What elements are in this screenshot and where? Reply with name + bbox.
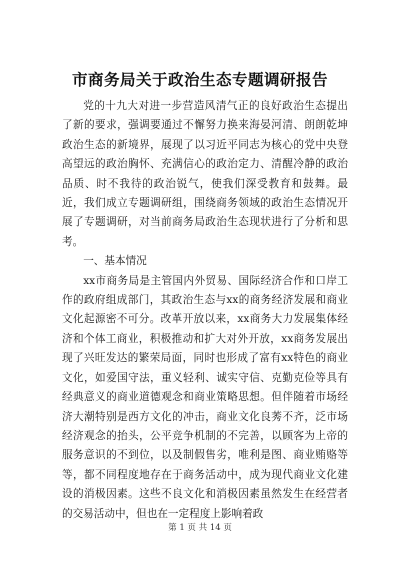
document-title: 市商务局关于政治生态专题调研报告 — [71, 71, 328, 89]
document-body — [62, 97, 348, 524]
intro-paragraph: 党的十九大对进一步营造风清气正的良好政治生态提出了新的要求，强调要通过不懈努力换来海晏河清、朗朗乾坤政治生态的新境界，展现了以习近平同志为核心的党中央登高望远的政治胸怀、充满信心的政治定力、清醒冷静的政治品质、时不我待的政治锐气，使我们深受教育和鼓舞。最近，我们成立专题调研组，围绕商务领域的政治生态情况开展了专题调研，对当前商务局政治生态现状进行了分析和思考。 — [62, 100, 348, 248]
page-number-footer: 第 1 页 共 14 页 — [168, 523, 232, 533]
section-heading: 一、基本情况 — [83, 255, 147, 268]
body-paragraph: xx市商务局是主管国内外贸易、国际经济合作和口岸工作的政府组成部门，其政治生态与xx的商务经济发展和商业文化起源密不可分。改革开放以来，xx商务大力发展集体经济和个体工商业，积极推动和扩大对外开放，xx商务发展出现了兴旺发达的繁荣局面，同时也形成了富有xx特色的商业文化，如爱国守法，重义轻利、诚实守信、克勤克俭等具有经典意义的商业道德观念和商业策略思想。但伴随着市场经济大潮特别是西方文化的冲击，商业文化良莠不齐，泛市场经济观念的抬头，公平竞争机制的不完善，以顾客为上帝的服务意识的不到位，以及制假售劣，唯利是图、商业贿赂等等，都不同程度地存在于商务活动中，成为现代商业文化建设的消极因素。这些不良文化和消极因素虽然发生在经营者的交易活动中，但也在一定程度上影响着政 — [62, 274, 348, 520]
